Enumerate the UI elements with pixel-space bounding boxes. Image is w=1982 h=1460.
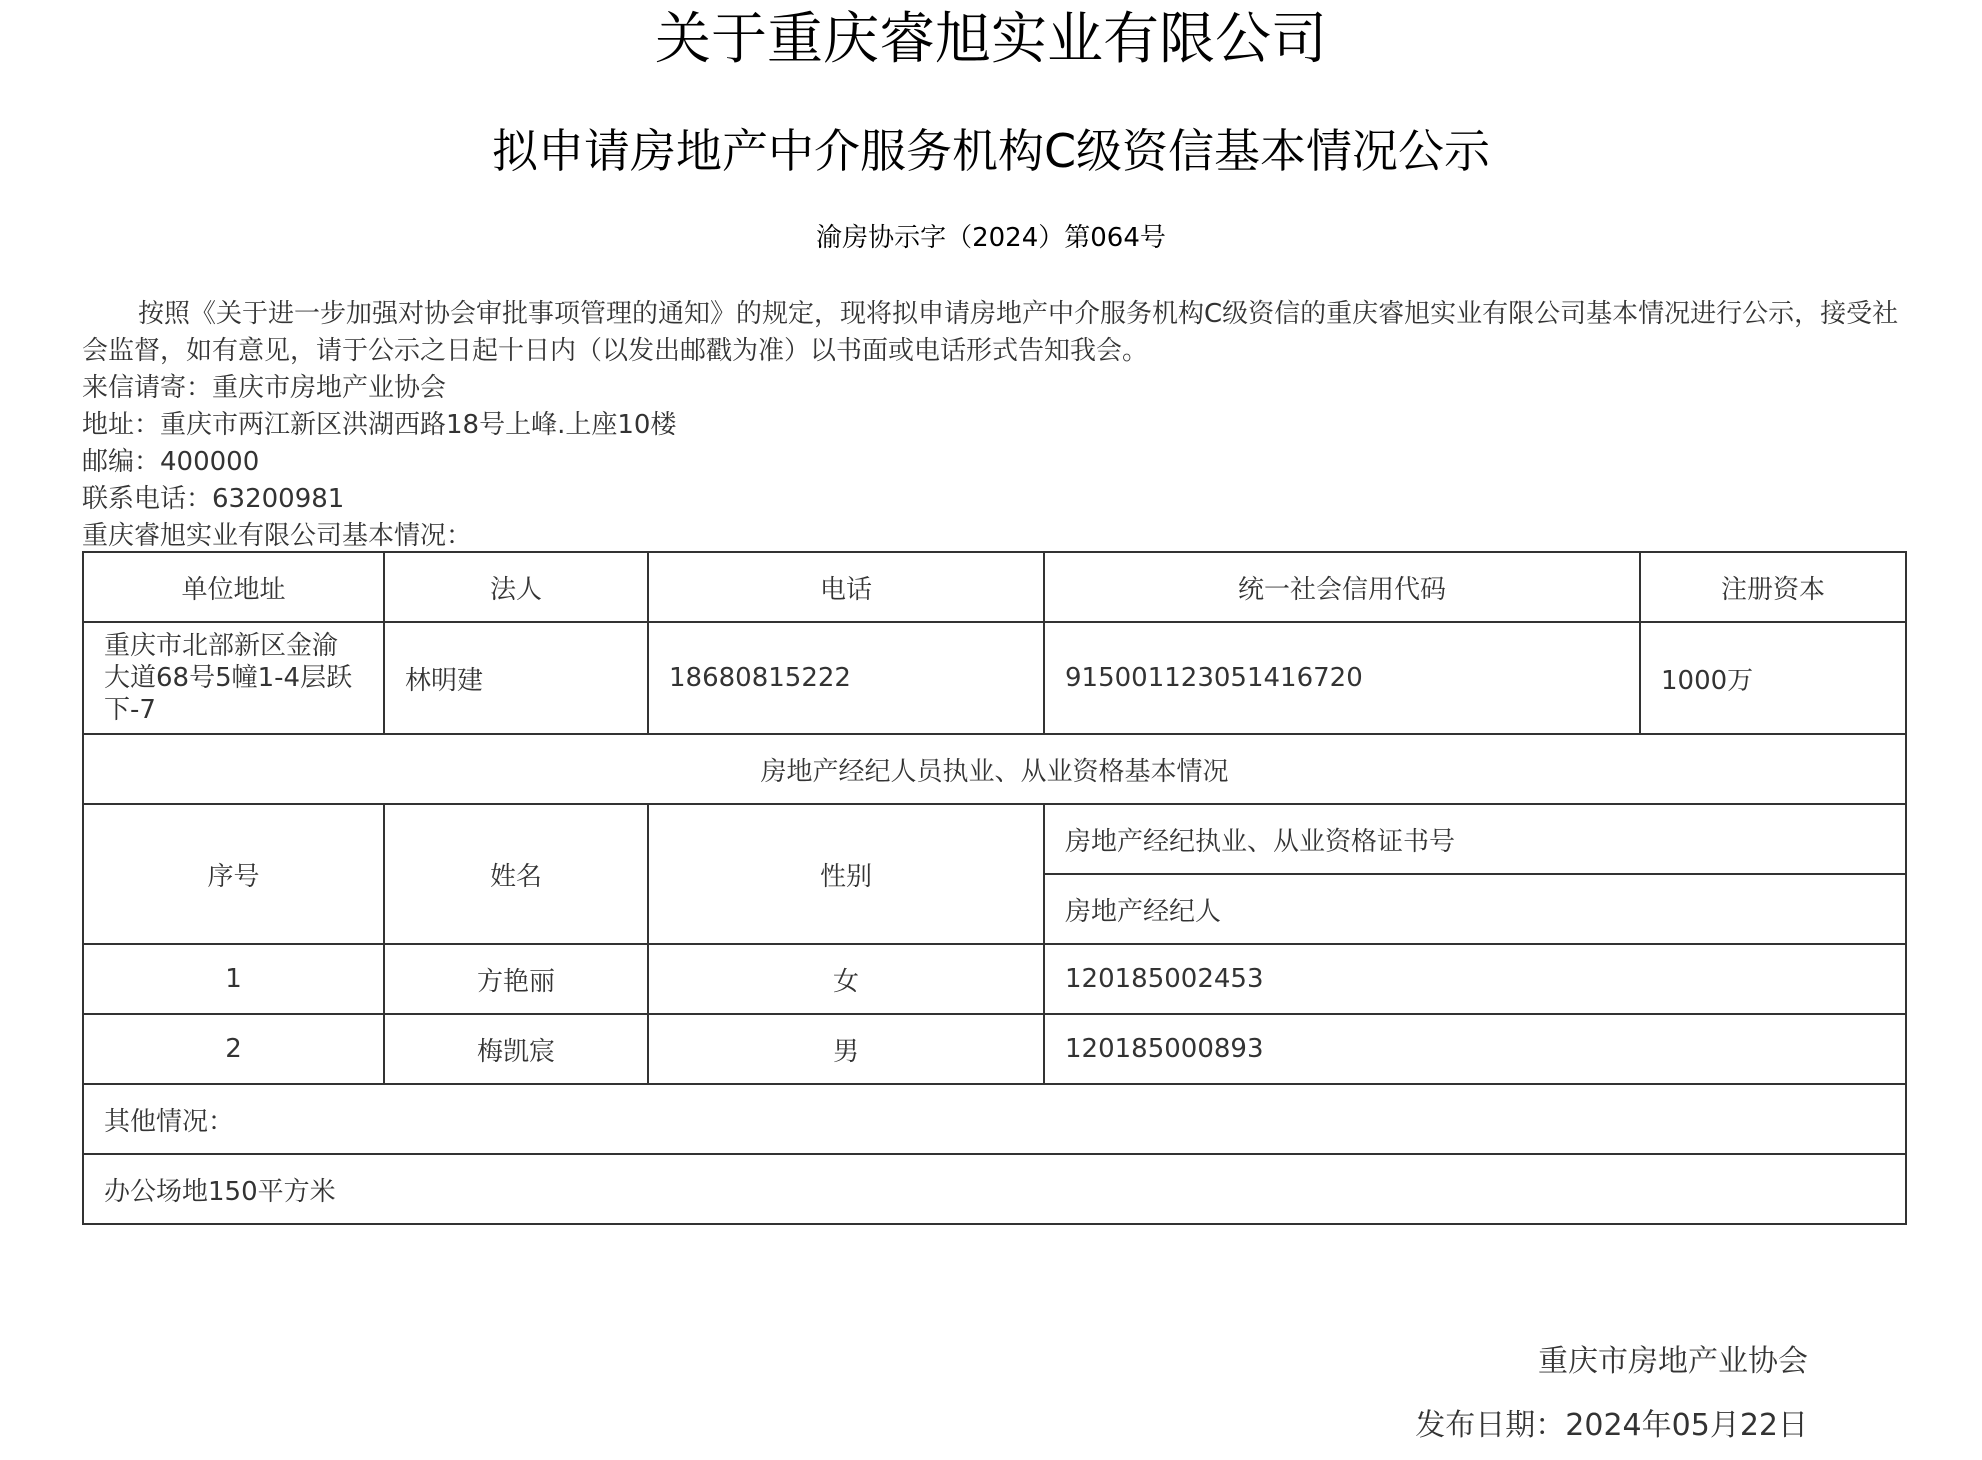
header-phone: 电话 [648,552,1044,622]
other-label: 其他情况： [83,1084,1906,1154]
agent-cert: 120185000893 [1044,1014,1906,1084]
company-credit-code: 915001123051416720 [1044,622,1640,734]
issuing-organization: 重庆市房地产业协会 [1538,1344,1808,1379]
publish-date: 发布日期：2024年05月22日 [1415,1408,1808,1443]
company-phone: 18680815222 [648,622,1044,734]
header-legal-person: 法人 [384,552,648,622]
header-capital: 注册资本 [1640,552,1906,622]
page-title: 关于重庆睿旭实业有限公司 [655,7,1327,72]
agent-name: 梅凯宸 [384,1014,648,1084]
table-row [83,944,1906,1014]
agent-index: 1 [83,944,384,1014]
agent-gender: 男 [648,1014,1044,1084]
header-credit-code: 统一社会信用代码 [1044,552,1640,622]
notice-body [82,296,1910,555]
document-number: 渝房协示字（2024）第064号 [816,223,1166,253]
company-header-row [83,552,1906,622]
company-data-row [83,622,1906,734]
mail-to: 来信请寄：重庆市房地产业协会 [82,373,447,403]
company-legal-person: 林明建 [384,622,648,734]
agents-section-title: 房地产经纪人员执业、从业资格基本情况 [83,734,1906,804]
agents-header-row [83,804,1906,874]
company-intro: 重庆睿旭实业有限公司基本情况： [82,521,473,551]
other-value-row [83,1154,1906,1224]
company-info-table [82,551,1907,1225]
header-index: 序号 [83,804,384,944]
header-cert-group: 房地产经纪执业、从业资格证书号 [1044,804,1906,874]
header-name: 姓名 [384,804,648,944]
header-cert-sub: 房地产经纪人 [1044,874,1906,944]
notice-paragraph: 按照《关于进一步加强对协会审批事项管理的通知》的规定，现将拟申请房地产中介服务机构C级资信的重庆睿旭实业有限公司基本情况进行公示，接受社会监督，如有意见，请于公示之日起十日内（以发出邮戳为准）以书面或电话形式告知我会。 [82,299,1899,366]
contact-phone: 联系电话：63200981 [82,484,345,514]
table-row [83,1014,1906,1084]
agent-gender: 女 [648,944,1044,1014]
header-gender: 性别 [648,804,1044,944]
agent-index: 2 [83,1014,384,1084]
page-subtitle: 拟申请房地产中介服务机构C级资信基本情况公示 [491,124,1491,178]
company-address: 重庆市北部新区金渝大道68号5幢1-4层跃下-7 [83,622,384,734]
address: 地址：重庆市两江新区洪湖西路18号上峰.上座10楼 [82,410,677,440]
other-label-row [83,1084,1906,1154]
agent-cert: 120185002453 [1044,944,1906,1014]
agent-name: 方艳丽 [384,944,648,1014]
header-address: 单位地址 [83,552,384,622]
company-capital: 1000万 [1640,622,1906,734]
agents-section-row [83,734,1906,804]
postcode: 邮编：400000 [82,447,260,477]
other-value: 办公场地150平方米 [83,1154,1906,1224]
